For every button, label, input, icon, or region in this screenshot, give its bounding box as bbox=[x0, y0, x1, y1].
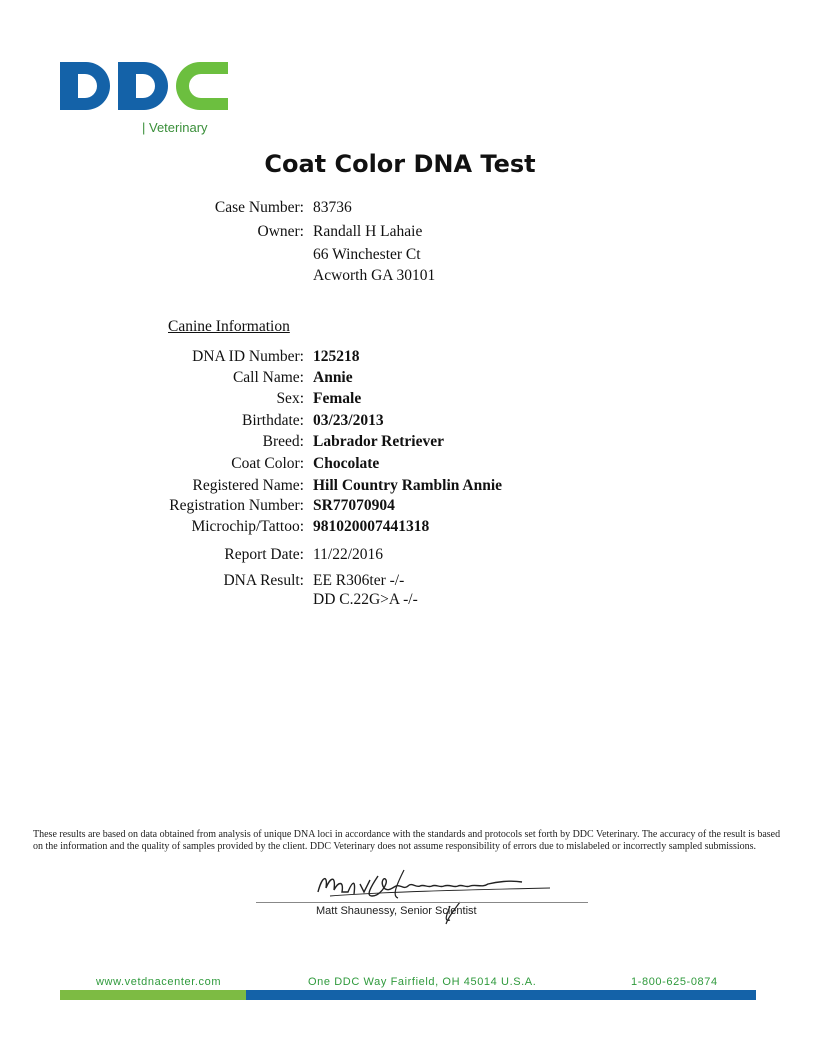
birthdate-label: Birthdate: bbox=[242, 412, 304, 429]
sex-label: Sex: bbox=[276, 390, 304, 407]
dna-id-label: DNA ID Number: bbox=[192, 348, 304, 365]
dna-result-line2: DD C.22G>A -/- bbox=[313, 591, 418, 608]
call-name-label: Call Name: bbox=[232, 369, 304, 386]
dna-result-label: DNA Result: bbox=[223, 572, 304, 589]
canine-information-heading: Canine Information bbox=[168, 318, 290, 335]
signature-image bbox=[300, 862, 560, 928]
registration-number-value: SR77070904 bbox=[313, 497, 395, 514]
registered-name-value: Hill Country Ramblin Annie bbox=[313, 477, 503, 494]
report-date-value: 11/22/2016 bbox=[313, 546, 384, 563]
ddc-veterinary-logo bbox=[58, 58, 233, 138]
owner-name: Randall H Lahaie bbox=[313, 223, 423, 240]
owner-address-line1: 66 Winchester Ct bbox=[313, 246, 421, 263]
report-date-label: Report Date: bbox=[224, 546, 304, 563]
call-name-value: Annie bbox=[313, 369, 353, 386]
microchip-value: 981020007441318 bbox=[313, 518, 430, 535]
registration-number-label: Registration Number: bbox=[169, 497, 304, 514]
page-title: Coat Color DNA Test bbox=[264, 150, 536, 178]
microchip-label: Microchip/Tattoo: bbox=[191, 518, 304, 535]
owner-label: Owner: bbox=[257, 223, 304, 240]
footer-green-bar bbox=[60, 990, 246, 1000]
case-number-label: Case Number: bbox=[214, 199, 304, 216]
coat-color-label: Coat Color: bbox=[231, 455, 304, 472]
breed-value: Labrador Retriever bbox=[313, 433, 444, 450]
registered-name-label: Registered Name: bbox=[192, 477, 304, 494]
birthdate-value: 03/23/2013 bbox=[313, 412, 384, 429]
signer-name: Matt Shaunessy, Senior Scientist bbox=[316, 905, 477, 917]
case-number-value: 83736 bbox=[313, 199, 352, 216]
breed-label: Breed: bbox=[262, 433, 304, 450]
signature-line bbox=[256, 902, 588, 903]
dna-result-line1: EE R306ter -/- bbox=[313, 572, 405, 589]
footer-blue-bar bbox=[246, 990, 756, 1000]
logo-subtitle: | Veterinary bbox=[142, 120, 208, 135]
owner-address-line2: Acworth GA 30101 bbox=[313, 267, 436, 284]
footer-website: www.vetdnacenter.com bbox=[96, 976, 222, 988]
footer-address: One DDC Way Fairfield, OH 45014 U.S.A. bbox=[308, 976, 537, 988]
sex-value: Female bbox=[313, 390, 362, 407]
coat-color-value: Chocolate bbox=[313, 455, 380, 472]
dna-id-value: 125218 bbox=[313, 348, 360, 365]
footer-phone: 1-800-625-0874 bbox=[631, 976, 718, 988]
ddc-logo-mark bbox=[58, 58, 233, 118]
disclaimer-text: These results are based on data obtained from analysis of unique DNA loci in accordance with the standards and protocols set forth by DDC Veterinary. The accuracy of the result is based on the information and the quality of samples provided by the client. DDC Veterinary does not assume responsibility of errors due to mislabeled or incorrectly sampled submissions. bbox=[33, 829, 781, 852]
